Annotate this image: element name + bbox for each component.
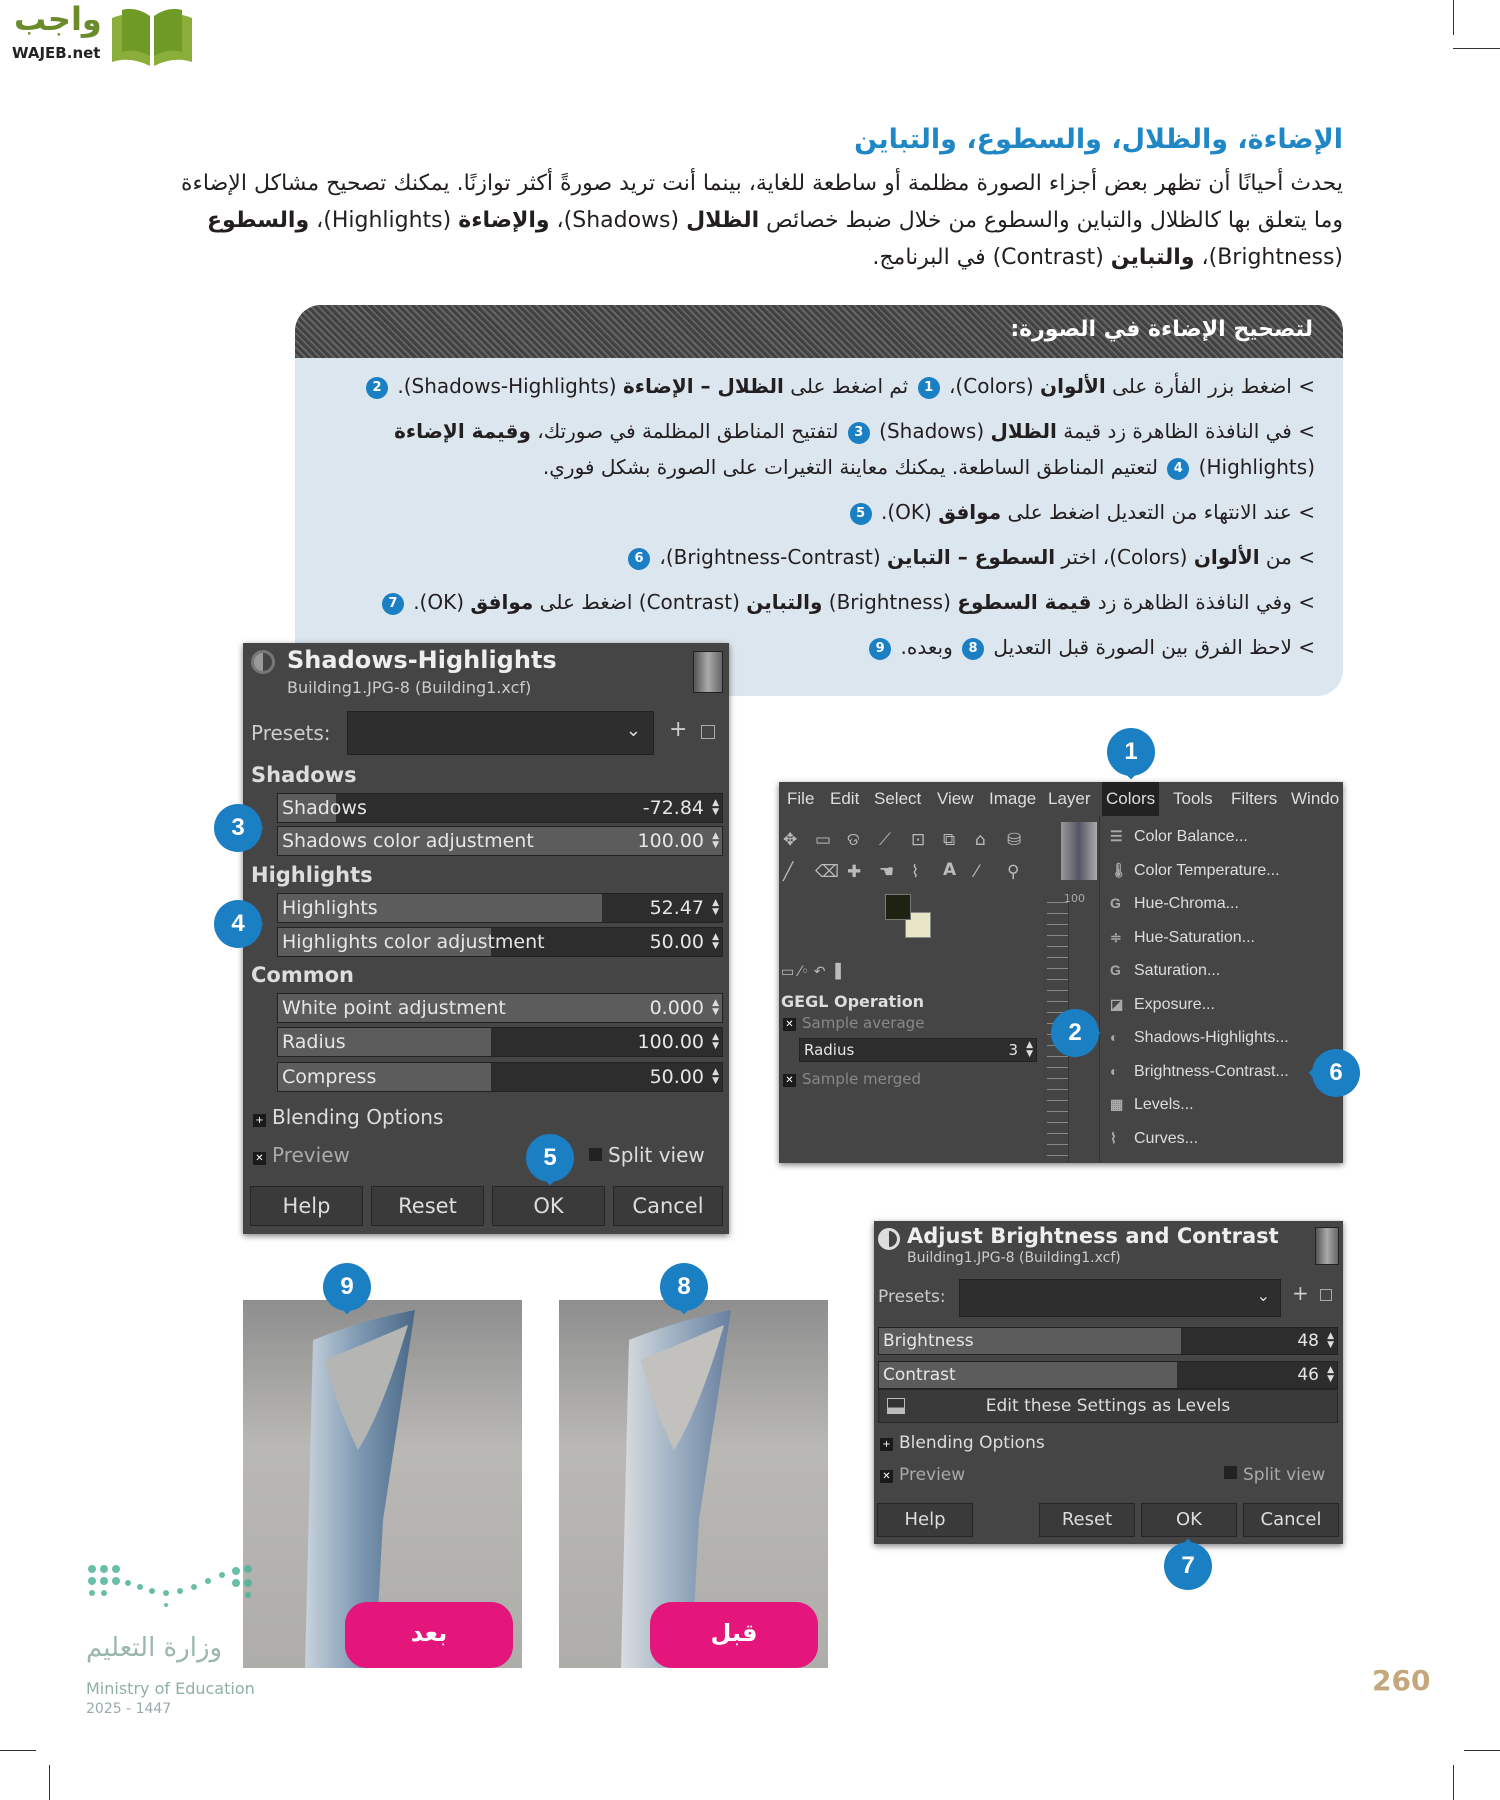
callout-number: 8 bbox=[660, 1263, 708, 1311]
label: Sample average bbox=[802, 1014, 925, 1032]
spinner-icon[interactable]: ▲ ▼ bbox=[1327, 1365, 1334, 1384]
menu-item[interactable] bbox=[1110, 1096, 1194, 1114]
text: وفي النافذة الظاهرة زد bbox=[1091, 590, 1292, 614]
label: Radius bbox=[804, 1041, 855, 1059]
callout-number: 4 bbox=[214, 900, 262, 948]
slider-value: 52.47 bbox=[649, 897, 704, 919]
crop-mark bbox=[1453, 1765, 1454, 1800]
blending-options-expander[interactable] bbox=[880, 1433, 1045, 1453]
blending-label: Blending Options bbox=[272, 1105, 444, 1129]
menu-layer[interactable]: Layer bbox=[1048, 789, 1091, 808]
menu-tools[interactable]: Tools bbox=[1173, 789, 1213, 808]
text: من bbox=[1259, 545, 1292, 569]
text: (Brightness) bbox=[822, 590, 958, 614]
slider-label: Contrast bbox=[883, 1365, 956, 1385]
ruler-label: 100 bbox=[1064, 892, 1085, 905]
toolbox bbox=[779, 816, 1041, 1163]
label: Edit these Settings as Levels bbox=[985, 1396, 1231, 1416]
sample-average-checkbox[interactable] bbox=[783, 1014, 924, 1032]
text: السطوع – التباين bbox=[887, 545, 1056, 569]
text: (Shadows-Highlights). bbox=[391, 374, 623, 398]
instructions-title: لتصحيح الإضاءة في الصورة: bbox=[295, 305, 1343, 358]
slider-value: 100.00 bbox=[637, 1031, 704, 1053]
ok-button[interactable]: OK bbox=[1141, 1503, 1237, 1537]
menu-filters[interactable]: Filters bbox=[1231, 789, 1278, 808]
dialog-subtitle: Building1.JPG-8 (Building1.xcf) bbox=[907, 1250, 1121, 1266]
spinner-icon[interactable]: ▲ ▼ bbox=[712, 1067, 719, 1086]
step-3 bbox=[315, 494, 1315, 530]
menu-edit[interactable]: Edit bbox=[830, 789, 860, 808]
text: والتباين bbox=[1110, 245, 1195, 270]
step-badge: 8 bbox=[962, 638, 984, 660]
callout-badge-9 bbox=[323, 1263, 371, 1311]
preview-label: Preview bbox=[272, 1143, 350, 1167]
text: وبعده. bbox=[894, 635, 960, 659]
dialog-subtitle: Building1.JPG-8 (Building1.xcf) bbox=[287, 678, 532, 697]
split-view-checkbox[interactable] bbox=[589, 1143, 705, 1167]
add-preset-icon[interactable]: + bbox=[1292, 1281, 1309, 1305]
spinner-icon[interactable]: ▲ ▼ bbox=[712, 1032, 719, 1051]
menu-item-label: Shadows-Highlights... bbox=[1134, 1029, 1289, 1046]
slider-value: 50.00 bbox=[649, 931, 704, 953]
foreground-color-swatch[interactable] bbox=[885, 894, 911, 920]
text: (Brightness)، bbox=[1194, 245, 1343, 270]
preview-label: Preview bbox=[899, 1465, 966, 1485]
callout-number: 5 bbox=[526, 1134, 574, 1182]
menu-item[interactable] bbox=[1110, 995, 1215, 1014]
ministry-logo bbox=[86, 1561, 276, 1721]
crop-mark bbox=[0, 1750, 36, 1751]
bullet: > bbox=[1298, 545, 1315, 569]
slider-label: Radius bbox=[282, 1031, 346, 1053]
preview-checkbox[interactable] bbox=[253, 1143, 350, 1167]
text: عند الانتهاء من التعديل اضغط على bbox=[1001, 500, 1292, 524]
presets-dropdown[interactable] bbox=[959, 1279, 1281, 1317]
dialog-icon bbox=[878, 1228, 900, 1250]
fuzzy-select-icon[interactable]: ⟋ bbox=[879, 830, 891, 850]
checkbox-icon bbox=[1224, 1466, 1237, 1479]
callout-badge-1 bbox=[1107, 728, 1155, 776]
intro-line-3 bbox=[163, 239, 1343, 276]
spinner-icon[interactable]: ▲ ▼ bbox=[1327, 1331, 1334, 1350]
menu-item[interactable] bbox=[1110, 895, 1239, 913]
after-photo bbox=[243, 1300, 522, 1668]
spinner-icon[interactable]: ▲ ▼ bbox=[712, 998, 719, 1017]
callout-number: 1 bbox=[1107, 728, 1155, 776]
levels-icon bbox=[887, 1398, 905, 1414]
intro-line-1: يحدث أحيانًا أن تظهر بعض أجزاء الصورة مظلمة أو ساطعة للغاية، بينما أنت تريد صورةً أكثر توازنًا. يمكنك تصحيح مشاكل الإضاءة bbox=[181, 171, 1343, 196]
callout-number: 7 bbox=[1164, 1542, 1212, 1590]
slider-value: 50.00 bbox=[649, 1066, 704, 1088]
menu-item-label: Hue-Saturation... bbox=[1134, 928, 1255, 946]
menu-item[interactable] bbox=[1110, 1062, 1289, 1081]
rect-select-icon[interactable]: ▭ bbox=[815, 830, 832, 850]
menu-item-icon: ▦ bbox=[1110, 1096, 1124, 1112]
slider-label: Highlights color adjustment bbox=[282, 931, 545, 953]
menu-item[interactable] bbox=[1110, 861, 1280, 880]
slider-value: 100.00 bbox=[637, 830, 704, 852]
step-badge: 5 bbox=[850, 503, 872, 525]
slider-row[interactable] bbox=[878, 1327, 1338, 1355]
checkbox-icon bbox=[589, 1148, 602, 1161]
eraser-icon[interactable]: ⌫ bbox=[815, 862, 840, 882]
text-tool-icon[interactable]: A bbox=[943, 860, 957, 880]
menu-colors[interactable]: Colors bbox=[1102, 782, 1159, 816]
preview-checkbox[interactable] bbox=[880, 1465, 965, 1485]
colors-dropdown-menu bbox=[1099, 816, 1343, 1163]
after-label: بعد bbox=[345, 1602, 513, 1668]
ministry-dots-icon bbox=[86, 1561, 266, 1619]
wajeb-logo bbox=[8, 0, 193, 68]
presets-label: Presets: bbox=[251, 721, 331, 745]
menu-file[interactable]: File bbox=[787, 789, 815, 808]
label: Sample merged bbox=[802, 1070, 922, 1088]
menu-item[interactable] bbox=[1110, 1129, 1199, 1148]
text: لاحظ الفرق بين الصورة قبل التعديل bbox=[987, 635, 1292, 659]
checkbox-icon: ✕ bbox=[783, 1074, 796, 1087]
slider-row[interactable] bbox=[277, 793, 723, 823]
step-badge: 9 bbox=[869, 638, 891, 660]
text: لتفتيح المناطق المظلمة في صورتك، bbox=[530, 419, 845, 443]
crop-icon[interactable]: ⊡ bbox=[911, 830, 926, 850]
ministry-arabic: وزارة التعليم bbox=[86, 1633, 223, 1663]
slider-value: -72.84 bbox=[642, 797, 704, 819]
dialog-title: Shadows-Highlights bbox=[287, 646, 557, 674]
radius-field[interactable] bbox=[799, 1038, 1037, 1062]
callout-number: 9 bbox=[323, 1263, 371, 1311]
color-picker-icon[interactable]: ⁄ bbox=[975, 862, 978, 882]
help-button[interactable]: Help bbox=[877, 1503, 973, 1537]
menu-item-label: Curves... bbox=[1134, 1129, 1199, 1147]
spinner-icon[interactable]: ▲ ▼ bbox=[712, 932, 719, 951]
slider-label: Compress bbox=[282, 1066, 377, 1088]
spinner-icon[interactable]: ▲ ▼ bbox=[1026, 1040, 1033, 1059]
instructions-box bbox=[295, 305, 1343, 696]
menu-item-label: Color Temperature... bbox=[1134, 861, 1280, 879]
text: وقيمة الإضاءة bbox=[394, 419, 531, 443]
text: الألوان bbox=[1193, 545, 1260, 569]
menu-item[interactable] bbox=[1110, 828, 1248, 846]
slider-label: White point adjustment bbox=[282, 997, 506, 1019]
intro-line-2 bbox=[163, 202, 1343, 239]
step-badge: 3 bbox=[848, 422, 870, 444]
before-label: قبل bbox=[650, 1602, 818, 1668]
presets-dropdown[interactable] bbox=[347, 711, 654, 755]
bucket-fill-icon[interactable]: ⛁ bbox=[1007, 830, 1022, 850]
step-4 bbox=[315, 539, 1315, 575]
callout-badge-6 bbox=[1312, 1049, 1360, 1097]
slider-label: Shadows color adjustment bbox=[282, 830, 534, 852]
menu-item[interactable] bbox=[1110, 1029, 1289, 1047]
text: والإضاءة bbox=[458, 208, 550, 233]
callout-badge-5 bbox=[526, 1134, 574, 1182]
slider-label: Shadows bbox=[282, 797, 367, 819]
heal-icon[interactable]: ✚ bbox=[847, 862, 862, 882]
image-thumbnail bbox=[693, 651, 723, 693]
paths-icon[interactable]: ⌇ bbox=[911, 862, 920, 882]
add-preset-icon[interactable]: + bbox=[669, 717, 688, 742]
image-thumbnail bbox=[1315, 1227, 1339, 1265]
value: 3 bbox=[1008, 1041, 1018, 1059]
slider-label: Brightness bbox=[883, 1331, 974, 1351]
chevron-down-icon: ⌄ bbox=[1256, 1286, 1270, 1305]
split-view-checkbox[interactable] bbox=[1224, 1465, 1325, 1485]
text: موافق bbox=[938, 500, 1002, 524]
slider-row[interactable] bbox=[277, 1027, 723, 1057]
menu-image[interactable]: Image bbox=[989, 789, 1037, 808]
text: (OK). bbox=[874, 500, 939, 524]
callout-badge-3 bbox=[214, 804, 262, 852]
text: (Colors)، اختر bbox=[1055, 545, 1194, 569]
section-highlights: Highlights bbox=[251, 863, 373, 887]
step-badge: 6 bbox=[628, 548, 650, 570]
ministry-english: Ministry of Education bbox=[86, 1679, 255, 1698]
checkbox-icon: ✕ bbox=[783, 1018, 796, 1031]
bullet: > bbox=[1298, 500, 1315, 524]
gimp-colors-menu-screenshot bbox=[779, 782, 1343, 1163]
callout-number: 2 bbox=[1051, 1009, 1099, 1057]
text: (Contrast) اضغط على bbox=[533, 590, 747, 614]
step-badge: 4 bbox=[1167, 458, 1189, 480]
text: (Contrast) في البرنامج. bbox=[872, 245, 1111, 270]
bullet: > bbox=[1298, 635, 1315, 659]
text: لتعتيم المناطق الساطعة. يمكنك معاينة التغيرات على الصورة بشكل فوري. bbox=[542, 455, 1165, 479]
text: اضغط بزر الفأرة على bbox=[1105, 374, 1292, 398]
menu-item-label: Exposure... bbox=[1134, 995, 1215, 1013]
section-shadows: Shadows bbox=[251, 763, 357, 787]
text: والسطوع bbox=[207, 208, 310, 233]
image-thumbnail bbox=[1061, 822, 1097, 880]
preset-menu-icon[interactable] bbox=[1320, 1289, 1332, 1301]
crop-mark bbox=[1453, 48, 1500, 49]
slider-value: 0.000 bbox=[649, 997, 704, 1019]
step-badge: 1 bbox=[918, 377, 940, 399]
step-2-cont bbox=[543, 455, 1315, 479]
shadows-highlights-dialog bbox=[243, 643, 729, 1234]
bullet: > bbox=[1298, 590, 1315, 614]
text: (Shadows)، bbox=[549, 208, 687, 233]
gegl-operation-label: GEGL Operation bbox=[781, 992, 925, 1011]
checkbox-icon: ✕ bbox=[880, 1470, 893, 1483]
crop-mark bbox=[1453, 0, 1454, 35]
text: الظلال – الإضاءة bbox=[622, 374, 784, 398]
blending-label: Blending Options bbox=[899, 1433, 1045, 1453]
menu-item-label: Brightness-Contrast... bbox=[1134, 1062, 1289, 1080]
menu-view[interactable]: View bbox=[937, 789, 974, 808]
slider-row[interactable] bbox=[878, 1361, 1338, 1389]
crop-mark bbox=[49, 1765, 50, 1800]
dialog-title: Adjust Brightness and Contrast bbox=[907, 1224, 1279, 1248]
zoom-icon[interactable]: ⚲ bbox=[1007, 862, 1020, 882]
step-5 bbox=[315, 584, 1315, 620]
edit-as-levels-button[interactable] bbox=[878, 1389, 1338, 1423]
section-common: Common bbox=[251, 963, 354, 987]
callout-badge-8 bbox=[660, 1263, 708, 1311]
callout-badge-2 bbox=[1051, 1009, 1099, 1057]
menu-select[interactable]: Select bbox=[874, 789, 922, 808]
crop-mark bbox=[1464, 1750, 1500, 1751]
preset-menu-icon[interactable] bbox=[701, 725, 715, 739]
before-photo bbox=[559, 1300, 828, 1668]
text: الألوان bbox=[1040, 374, 1106, 398]
chevron-down-icon: ⌄ bbox=[625, 720, 641, 741]
menu-item-icon: 🌡 bbox=[1110, 861, 1128, 878]
presets-label: Presets: bbox=[878, 1287, 946, 1307]
cancel-button[interactable]: Cancel bbox=[613, 1186, 723, 1226]
slider-value: 46 bbox=[1297, 1365, 1319, 1385]
blending-options-expander[interactable] bbox=[253, 1105, 443, 1129]
expand-icon: + bbox=[880, 1438, 893, 1451]
cancel-button[interactable]: Cancel bbox=[1243, 1503, 1339, 1537]
slider-row[interactable] bbox=[277, 893, 723, 923]
text: (Shadows) bbox=[872, 419, 991, 443]
checkbox-icon: ✕ bbox=[253, 1152, 266, 1165]
slider-value: 48 bbox=[1297, 1331, 1319, 1351]
move-tool-icon[interactable]: ✥ bbox=[783, 830, 798, 850]
spinner-icon[interactable]: ▲ ▼ bbox=[712, 831, 719, 850]
logo-arabic: واجب bbox=[14, 0, 102, 38]
text: في النافذة الظاهرة زد قيمة bbox=[1056, 419, 1292, 443]
slider-row[interactable] bbox=[277, 826, 723, 856]
text: (OK). bbox=[406, 590, 471, 614]
split-view-label: Split view bbox=[1243, 1465, 1326, 1485]
brightness-contrast-dialog bbox=[874, 1221, 1343, 1544]
lasso-icon[interactable]: ଡ bbox=[847, 830, 860, 850]
menu-item-label: Levels... bbox=[1134, 1096, 1194, 1113]
reset-button[interactable]: Reset bbox=[1039, 1503, 1135, 1537]
bullet: > bbox=[1298, 419, 1315, 443]
section-heading: الإضاءة، والظلال، والسطوع، والتباين bbox=[854, 124, 1343, 155]
step-2 bbox=[315, 413, 1315, 485]
callout-badge-4 bbox=[214, 900, 262, 948]
step-1 bbox=[315, 368, 1315, 404]
menu-item[interactable] bbox=[1110, 928, 1255, 947]
menu-item-icon: ◐ bbox=[1110, 1062, 1119, 1079]
menu-bar bbox=[779, 782, 1343, 816]
callout-number: 6 bbox=[1312, 1049, 1360, 1097]
text: (Brightness-Contrast)، bbox=[653, 545, 888, 569]
warp-icon[interactable]: ⌂ bbox=[975, 830, 986, 850]
text: موافق bbox=[470, 590, 534, 614]
transform-icon[interactable]: ⧉ bbox=[943, 830, 956, 850]
intro-paragraph bbox=[163, 165, 1343, 276]
callout-badge-7 bbox=[1164, 1542, 1212, 1590]
text: (Colors)، bbox=[942, 374, 1041, 398]
menu-item-label: Saturation... bbox=[1134, 962, 1221, 979]
menu-item-icon: ◪ bbox=[1110, 995, 1124, 1012]
expand-icon: + bbox=[253, 1114, 266, 1127]
menu-item-icon: ≑ bbox=[1110, 928, 1122, 945]
bullet: > bbox=[1298, 374, 1315, 398]
callout-number: 3 bbox=[214, 804, 262, 852]
slider-row[interactable] bbox=[277, 993, 723, 1023]
paintbrush-icon[interactable]: ╱ bbox=[783, 862, 794, 882]
ok-button[interactable]: OK bbox=[492, 1186, 605, 1226]
text: (Highlights) bbox=[1192, 455, 1315, 479]
ministry-year: 2025 - 1447 bbox=[86, 1701, 172, 1717]
text: ثم اضغط على bbox=[783, 374, 915, 398]
spinner-icon[interactable]: ▲ ▼ bbox=[712, 898, 719, 917]
text: قيمة السطوع bbox=[957, 590, 1092, 614]
split-view-label: Split view bbox=[608, 1143, 705, 1167]
menu-windo[interactable]: Windo bbox=[1291, 789, 1340, 808]
slider-row[interactable] bbox=[277, 927, 723, 957]
dialog-icon bbox=[251, 650, 275, 674]
smudge-icon[interactable]: ☚ bbox=[879, 862, 895, 882]
text: الظلال bbox=[686, 208, 760, 233]
menu-item-icon: ◐ bbox=[1110, 1029, 1119, 1045]
tool-options-tabs[interactable]: ▭ ⁄◦ ↶ ▐ bbox=[781, 964, 841, 980]
text: (Highlights)، bbox=[309, 208, 459, 233]
page-number: 260 bbox=[1372, 1664, 1431, 1697]
spinner-icon[interactable]: ▲ ▼ bbox=[712, 798, 719, 817]
menu-item-icon: ⌇ bbox=[1110, 1129, 1117, 1146]
menu-item-label: Color Balance... bbox=[1134, 828, 1248, 845]
menu-item-icon: ☰ bbox=[1110, 828, 1123, 844]
logo-latin: WAJEB.net bbox=[12, 44, 101, 62]
menu-item[interactable] bbox=[1110, 962, 1221, 980]
text: الظلال bbox=[990, 419, 1057, 443]
step-badge: 7 bbox=[382, 593, 404, 615]
menu-item-label: Hue-Chroma... bbox=[1134, 895, 1239, 912]
step-badge: 2 bbox=[366, 377, 388, 399]
slider-label: Highlights bbox=[282, 897, 378, 919]
book-icon bbox=[108, 6, 196, 68]
reset-button[interactable]: Reset bbox=[371, 1186, 484, 1226]
steps-list bbox=[295, 358, 1343, 665]
help-button[interactable]: Help bbox=[250, 1186, 363, 1226]
sample-merged-checkbox[interactable] bbox=[783, 1070, 921, 1088]
text: وما يتعلق بها كالظلال والتباين والسطوع من خلال ضبط خصائص bbox=[759, 208, 1343, 233]
text: والتباين bbox=[746, 590, 823, 614]
slider-row[interactable] bbox=[277, 1062, 723, 1092]
menu-item-icon: G bbox=[1110, 962, 1121, 978]
menu-item-icon: G bbox=[1110, 895, 1121, 911]
